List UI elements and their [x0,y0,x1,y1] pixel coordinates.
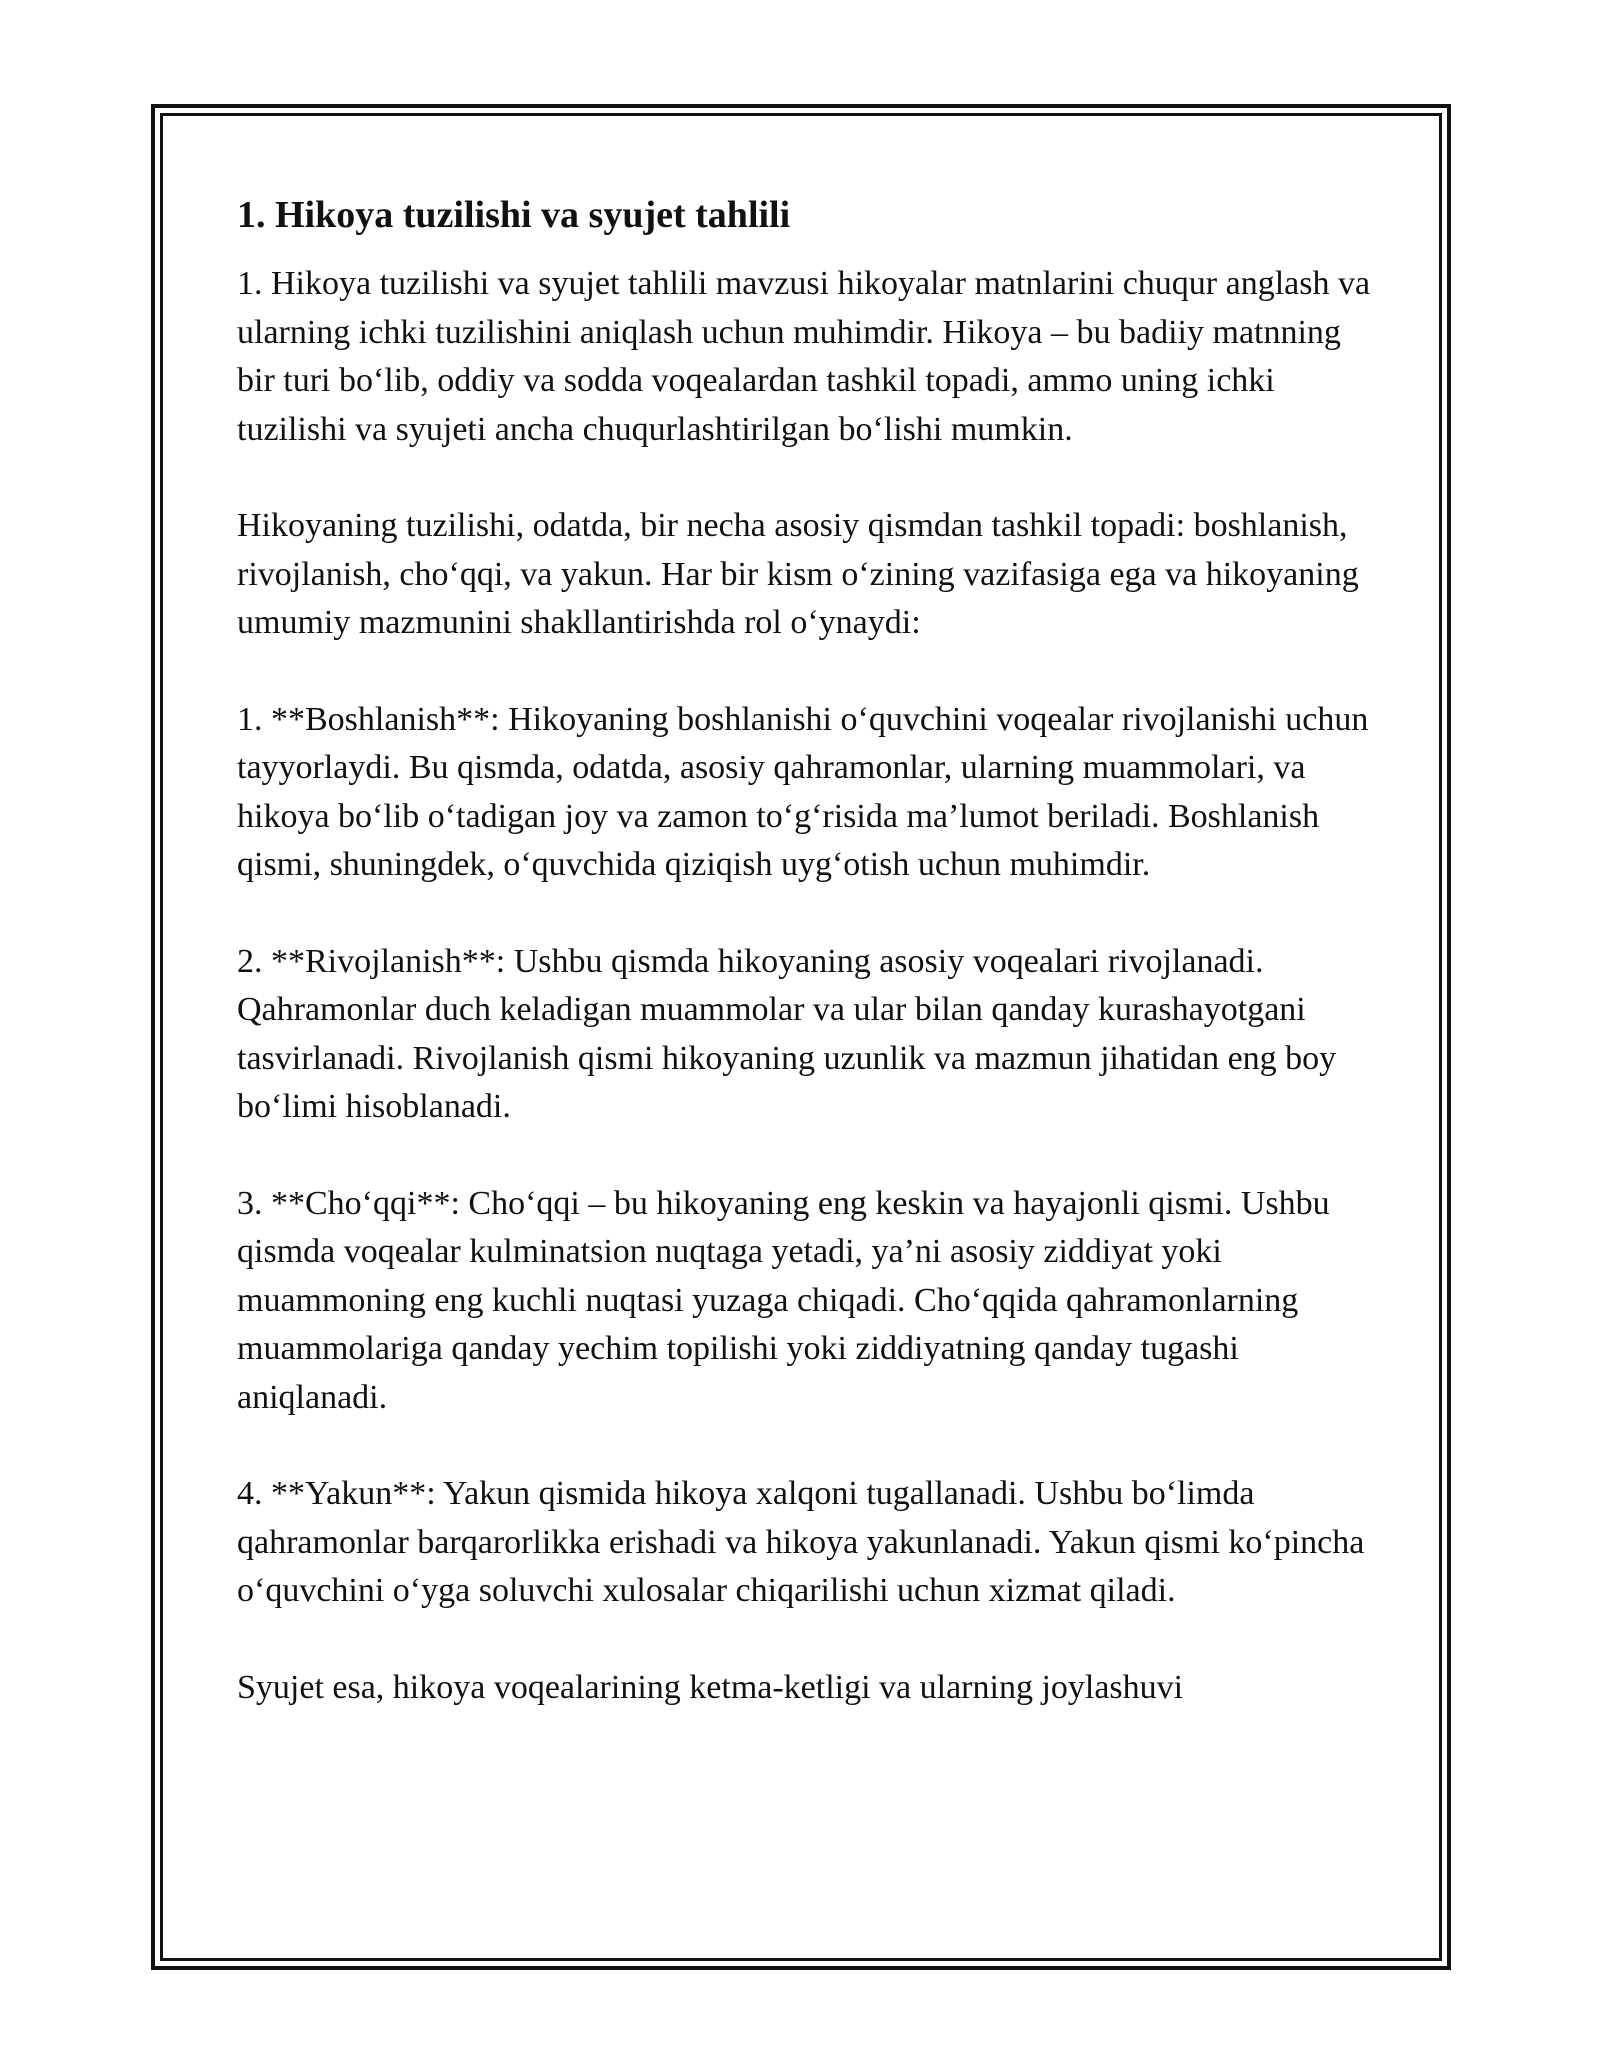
paragraph-boshlanish: 1. **Boshlanish**: Hikoyaning boshlanishi o‘quvchini voqealar rivojlanishi uchun tayyorlaydi. Bu qismda, odatda, asosiy qahramonlar, ularning muammolari, va hikoya bo‘lib o‘tadigan joy va zamon to‘g‘risida ma’lumot beriladi. Boshlanish qismi, shuningdek, o‘quvchida qiziqish uyg‘otish uchun muhimdir. [237,700,1369,883]
paragraph-intro: 1. Hikoya tuzilishi va syujet tahlili mavzusi hikoyalar matnlarini chuqur anglash va ularning ichki tuzilishini aniqlash uchun muhimdir. Hikoya – bu badiiy matnning bir turi bo‘lib, oddiy va sodda voqealardan tashkil topadi, ammo uning ichki tuzilishi va syujeti ancha chuqurlashtirilgan bo‘lishi mumkin. [237,265,1371,448]
document-title: 1. Hikoya tuzilishi va syujet tahlili [237,194,791,236]
paragraph-rivojlanish: 2. **Rivojlanish**: Ushbu qismda hikoyaning asosiy voqealari rivojlanadi. Qahramonlar duch keladigan muammolar va ular bilan qanday kurashayotgani tasvirlanadi. Rivojlanish qismi hikoyaning uzunlik va mazmun jihatidan eng boy bo‘limi hisoblanadi. [237,942,1337,1125]
paragraph-yakun: 4. **Yakun**: Yakun qismida hikoya xalqoni tugallanadi. Ushbu bo‘limda qahramonlar barqarorlikka erishadi va hikoya yakunlanadi. Yakun qismi ko‘pincha o‘quvchini o‘yga soluvchi xulosalar chiqarilishi uchun xizmat qiladi. [237,1475,1365,1609]
paragraph-structure: Hikoyaning tuzilishi, odatda, bir necha asosiy qismdan tashkil topadi: boshlanish, rivojlanish, cho‘qqi, va yakun. Har bir kism o‘zining vazifasiga ega va hikoyaning umumiy mazmunini shakllantirishda rol o‘ynaydi: [237,507,1359,641]
document-body [237,190,1377,1760]
paragraph-choqqi: 3. **Cho‘qqi**: Cho‘qqi – bu hikoyaning eng keskin va hayajonli qismi. Ushbu qismda voqealar kulminatsion nuqtaga yetadi, ya’ni asosiy ziddiyat yoki muammoning eng kuchli nuqtasi yuzaga chiqadi. Cho‘qqida qahramonlarning muammolariga qanday yechim topilishi yoki ziddiyatning qanday tugashi aniqlanadi. [237,1184,1330,1416]
paragraph-syujet: Syujet esa, hikoya voqealarining ketma-ketligi va ularning joylashuvi [237,1668,1184,1706]
